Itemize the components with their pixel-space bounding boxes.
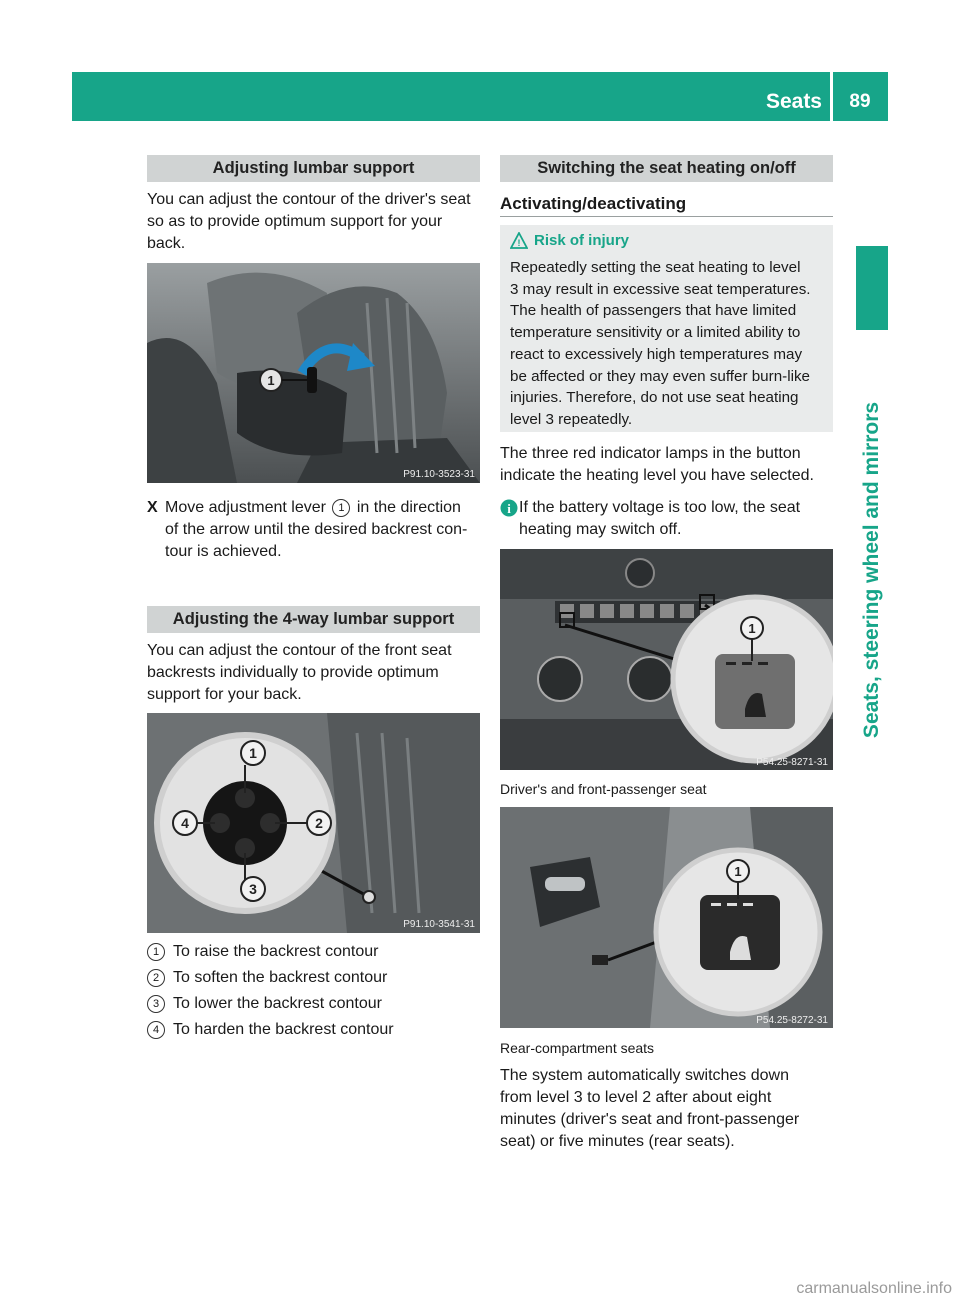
legend-item-3 bbox=[147, 995, 382, 1013]
legend-item-2 bbox=[147, 969, 387, 987]
lumbar-intro bbox=[147, 189, 471, 255]
instruction-step bbox=[147, 497, 480, 563]
warning-title: Risk of injury bbox=[534, 232, 630, 249]
section-title-lumbar: Adjusting lumbar support bbox=[147, 155, 480, 182]
photo-4way-switch bbox=[147, 713, 480, 933]
indicator-text bbox=[500, 443, 814, 487]
callout-2: 2 bbox=[147, 969, 165, 987]
legend-item-1 bbox=[147, 943, 378, 961]
text-line: support for your back. bbox=[147, 686, 302, 703]
legend-text: To soften the backrest contour bbox=[173, 969, 388, 986]
text-line: The health of passengers that have limited bbox=[510, 302, 797, 320]
caption-front-seats: Driver's and front-passenger seat bbox=[500, 781, 707, 797]
callout-1: 1 bbox=[734, 864, 742, 879]
subheading: Activating/deactivating bbox=[500, 194, 687, 213]
text-line: You can adjust the contour of the driver's seat bbox=[147, 191, 471, 208]
page-number: 89 bbox=[849, 91, 871, 112]
footer-watermark: carmanualsonline.info bbox=[796, 1280, 952, 1297]
text-line: in the direction bbox=[352, 499, 461, 516]
callout-4: 4 bbox=[147, 1021, 165, 1039]
text-line: If the battery voltage is too low, the seat bbox=[519, 499, 801, 516]
text-line: You can adjust the contour of the front seat bbox=[147, 642, 452, 659]
text-line: level 3 repeatedly. bbox=[510, 410, 633, 428]
photo-front-heating-button bbox=[500, 549, 833, 770]
info-icon bbox=[500, 499, 518, 517]
legend-item-4 bbox=[147, 1021, 394, 1039]
text-line: of the arrow until the desired backrest con- bbox=[165, 521, 468, 538]
photo-rear-heating-button bbox=[500, 807, 833, 1028]
header-title: Seats bbox=[765, 90, 822, 113]
auto-switch-text bbox=[500, 1065, 799, 1153]
callout-3: 3 bbox=[249, 881, 257, 897]
text-line: injuries. Therefore, do not use seat heating bbox=[510, 389, 799, 407]
text-line: 3 may result in excessive seat temperatures. bbox=[510, 280, 811, 298]
info-text bbox=[519, 497, 800, 541]
text-line: minutes (driver's seat and front-passenger bbox=[500, 1111, 800, 1128]
chapter-tab bbox=[856, 246, 888, 330]
text-line: temperature sensitivity or a limited ability to bbox=[510, 324, 801, 342]
header-separator bbox=[830, 72, 833, 121]
svg-text:!: ! bbox=[517, 238, 521, 248]
callout-1: 1 bbox=[748, 621, 756, 636]
text-line: backrests individually to provide optimum bbox=[147, 664, 439, 681]
photo-code: P91.10-3541-31 bbox=[403, 919, 475, 930]
callout-1: 1 bbox=[332, 499, 350, 517]
text-line: back. bbox=[147, 235, 186, 252]
step-arrow-icon: X bbox=[147, 499, 158, 516]
text-line: Move adjustment lever bbox=[165, 499, 331, 516]
legend-text: To harden the backrest contour bbox=[173, 1021, 394, 1038]
text-line: react to excessively high temperatures may bbox=[510, 345, 803, 363]
callout-2: 2 bbox=[315, 815, 323, 831]
photo-lumbar-lever bbox=[147, 263, 480, 483]
legend-text: To lower the backrest contour bbox=[173, 995, 382, 1012]
text-line: from level 3 to level 2 after about eight bbox=[500, 1089, 772, 1106]
text-line: heating may switch off. bbox=[519, 521, 682, 538]
subheading-rule bbox=[500, 216, 833, 217]
warning-text bbox=[510, 257, 828, 431]
text-line: Repeatedly setting the seat heating to level bbox=[510, 259, 801, 276]
text-line: The three red indicator lamps in the button bbox=[500, 445, 801, 462]
text-line: tour is achieved. bbox=[165, 543, 282, 560]
text-line: so as to provide optimum support for your bbox=[147, 213, 443, 230]
text-line: The system automatically switches down bbox=[500, 1067, 789, 1084]
photo-code: P54.25-8272-31 bbox=[756, 1015, 828, 1026]
warning-icon bbox=[510, 232, 528, 250]
section-title-4way: Adjusting the 4-way lumbar support bbox=[147, 606, 480, 633]
callout-3: 3 bbox=[147, 995, 165, 1013]
4way-intro bbox=[147, 640, 452, 706]
text-line: seat) or five minutes (rear seats). bbox=[500, 1133, 735, 1150]
callout-1: 1 bbox=[147, 943, 165, 961]
section-title-seat-heating: Switching the seat heating on/off bbox=[500, 155, 833, 182]
photo-code: P91.10-3523-31 bbox=[403, 469, 475, 480]
info-symbol: i bbox=[507, 501, 511, 516]
photo-code: P54.25-8271-31 bbox=[756, 757, 828, 768]
caption-rear-seats: Rear-compartment seats bbox=[500, 1040, 655, 1056]
chapter-title: Seats, steering wheel and mirrors bbox=[860, 401, 883, 739]
callout-4: 4 bbox=[181, 815, 189, 831]
legend-text: To raise the backrest contour bbox=[173, 943, 379, 960]
text-line: be affected or they may even suffer burn-like bbox=[510, 367, 810, 385]
callout-1: 1 bbox=[267, 373, 275, 388]
callout-1: 1 bbox=[249, 745, 257, 761]
text-line: indicate the heating level you have selected. bbox=[500, 467, 814, 484]
